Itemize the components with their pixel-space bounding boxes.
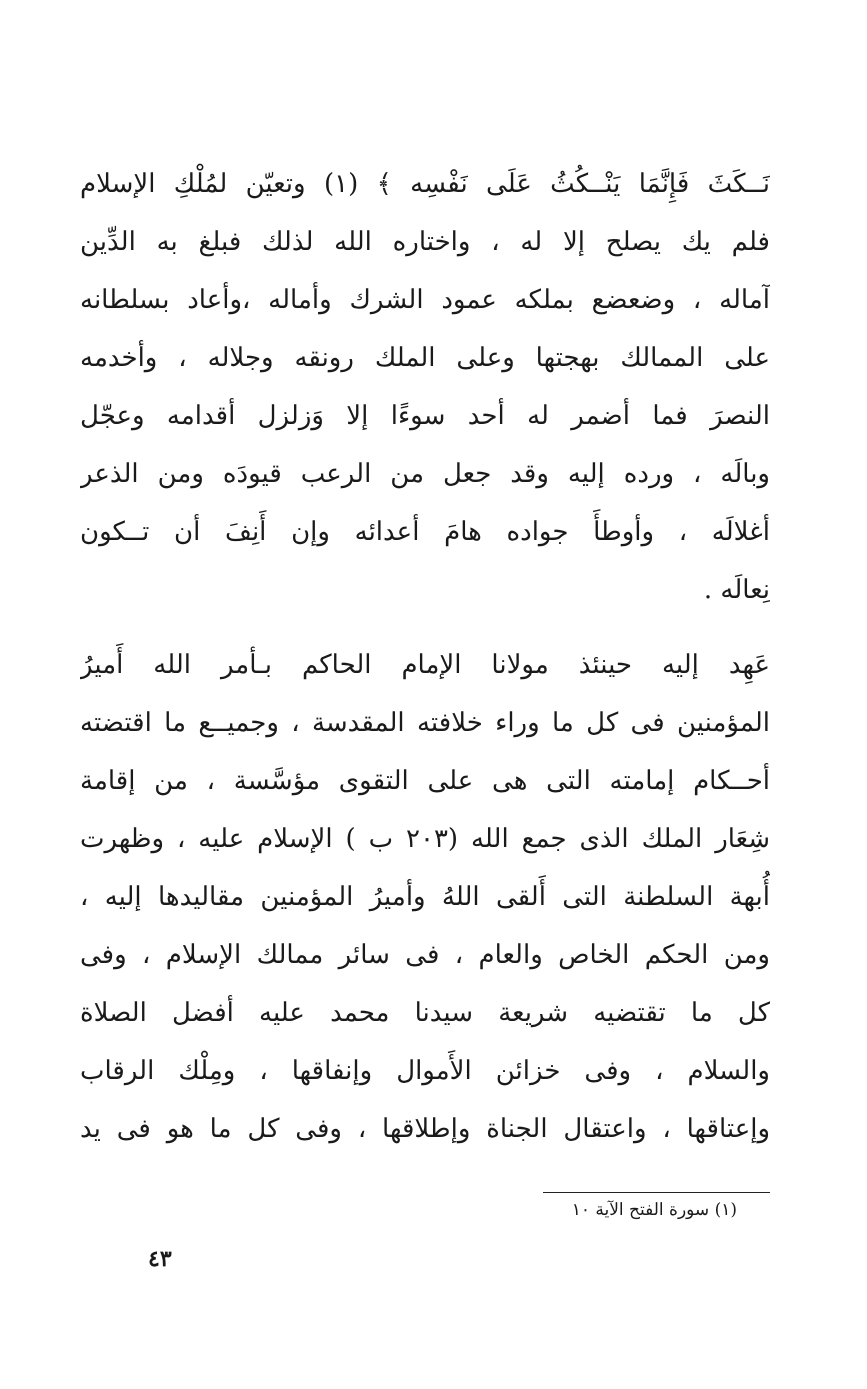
text-line: شِعَار الملك الذى جمع الله (٢٠٣ ب ) الإسلام عليه ، وظهرت [80, 824, 770, 854]
text-line: أُبهة السلطنة التى أَلقى اللهُ وأميرُ المؤمنين مقاليدها إليه ، [80, 882, 770, 912]
text-line: نِعالَه . [703, 575, 770, 605]
text-line: والسلام ، وفى خزائن الأَموال وإنفاقها ، ومِلْك الرقاب [80, 1056, 770, 1086]
text-line: أغلالَه ، وأوطأَ جواده هامَ أعدائه وإن أَنِفَ أن تــكون [80, 517, 770, 547]
page-number: ٤٣ [148, 1246, 172, 1272]
text-line: آماله ، وضعضع بملكه عمود الشرك وأماله ،وأعاد بسلطانه [80, 285, 770, 315]
text-line: كل ما تقتضيه شريعة سيدنا محمد عليه أفضل الصلاة [80, 998, 770, 1028]
text-line: عَهِد إليه حينئذ مولانا الإمام الحاكم بـأمر الله أَميرُ [80, 650, 770, 680]
text-line: المؤمنين فى كل ما وراء خلافته المقدسة ، وجميــع ما اقتضته [80, 708, 770, 738]
text-line: على الممالك بهجتها وعلى الملك رونقه وجلاله ، وأخدمه [80, 343, 770, 373]
footnote-divider [543, 1192, 770, 1193]
text-line: وبالَه ، ورده إليه وقد جعل من الرعب قيودَه ومن الذعر [80, 459, 770, 489]
paragraph-2 [80, 636, 770, 1158]
text-line: نَــكَثَ فَإِنَّمَا يَنْــكُثُ عَلَى نَفْسِه ﴾ (١) وتعيّن لمُلْكِ الإسلام [80, 169, 770, 199]
text-line: وإعتاقها ، واعتقال الجناة وإطلاقها ، وفى كل ما هو فى يد [80, 1114, 770, 1144]
text-line: فلم يك يصلح إلا له ، واختاره الله لذلك فبلغ به الدِّين [80, 227, 770, 257]
text-line: ومن الحكم الخاص والعام ، فى سائر ممالك الإسلام ، وفى [80, 940, 770, 970]
footnote: (١) سورة الفتح الآية ١٠ [571, 1200, 737, 1220]
paragraph-1 [80, 155, 770, 619]
text-line: النصرَ فما أضمر له أحد سوءًا إلا وَزلزل أقدامه وعجّل [80, 401, 770, 431]
text-line: أحــكام إمامته التى هى على التقوى مؤسَّسة ، من إقامة [80, 766, 770, 796]
